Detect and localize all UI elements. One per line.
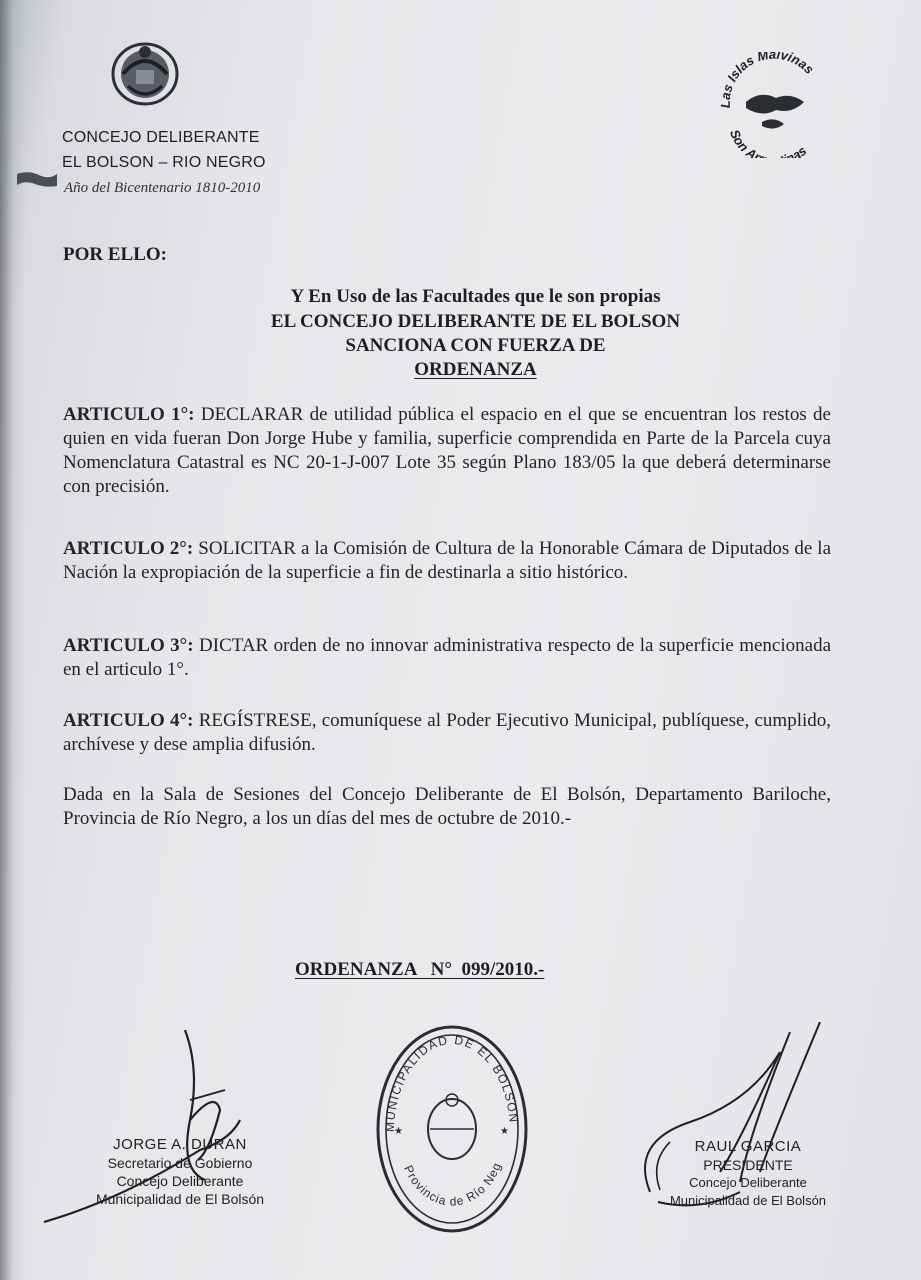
right-signer-municipality: Municipalidad de El Bolsón <box>669 1193 827 1208</box>
seal-bottom-text: Provincia de Río Neg <box>401 1160 505 1209</box>
municipal-seal <box>372 1022 532 1236</box>
preamble-line-3: SANCIONA CON FUERZA DE <box>345 335 606 356</box>
closing-paragraph: Dada en la Sala de Sesiones del Concejo Deliberante de El Bolsón, Departamento Bariloche, Provincia de Río Negro, a los un días del mes de octubre de 2010.- <box>63 784 831 829</box>
institution-name: CONCEJO DELIBERANTE <box>62 129 260 146</box>
right-signer-org: Concejo Deliberante <box>689 1175 807 1190</box>
article-1-text: DECLARAR de utilidad pública el espacio en el que se encuentran los restos de quien en vida fueran Don Jorge Hube y familia, superficie comprendida en Parte de la Parcela cuya Nomenclatura Catastral es NC 20-1-J-007 Lote 35 según Plano 183/05 la que deberá determinarse con precisión. <box>63 404 831 497</box>
article-2 <box>63 537 831 585</box>
article-2-text: SOLICITAR a la Comisión de Cultura de la Honorable Cámara de Diputados de la Nación la expropiación de la superficie a fin de destinarla a sitio histórico. <box>63 538 831 583</box>
article-4 <box>63 709 831 757</box>
left-signature-block <box>70 1136 290 1208</box>
left-signer-municipality: Municipalidad de El Bolsón <box>95 1191 265 1207</box>
svg-text:★: ★ <box>394 1126 403 1137</box>
por-ello-heading: POR ELLO: <box>63 244 167 265</box>
bicentennial-motto: Año del Bicentenario 1810-2010 <box>64 180 261 196</box>
article-1 <box>63 403 831 499</box>
left-signer-name: JORGE A. DURAN <box>113 1136 247 1153</box>
institution-location: EL BOLSON – RIO NEGRO <box>62 154 266 171</box>
coat-of-arms-icon <box>108 38 182 108</box>
malvinas-logo-bottom-text: Son Ar nas <box>726 127 810 158</box>
article-3-text: DICTAR orden de no innovar administrativa respecto de la superficie mencionada en el articulo 1°. <box>63 635 831 680</box>
article-1-label: ARTICULO 1°: <box>63 404 195 425</box>
malvinas-logo <box>718 52 830 158</box>
right-signer-title: PRESIDENTE <box>703 1157 793 1173</box>
seal-top-text: MUNICIPALIDAD DE EL BOLSON <box>382 1032 521 1133</box>
svg-text:★: ★ <box>500 1126 509 1137</box>
ordenanza-heading <box>0 359 921 381</box>
article-3 <box>63 634 831 682</box>
flag-icon <box>15 170 59 188</box>
preamble-line-2: EL CONCEJO DELIBERANTE DE EL BOLSON <box>270 311 681 332</box>
preamble-line-1: Y En Uso de las Facultades que le son propias <box>290 286 661 307</box>
svg-text:Son Argentinas <box>727 127 809 158</box>
page-shadow-edge <box>0 0 26 1280</box>
ordinance-number-text: ORDENANZA N° 099/2010.- <box>295 959 545 980</box>
article-3-label: ARTICULO 3°: <box>63 635 194 656</box>
right-signature-block <box>648 1138 848 1210</box>
left-signer-org: Concejo Deliberante <box>116 1173 244 1189</box>
article-4-label: ARTICULO 4°: <box>63 710 194 731</box>
left-signer-title: Secretario de Gobierno <box>107 1155 253 1171</box>
article-4-text: REGÍSTRESE, comuníquese al Poder Ejecutivo Municipal, publíquese, cumplido, archívese y dese amplia difusión. <box>63 710 832 755</box>
ordinance-number <box>295 959 544 981</box>
article-2-label: ARTICULO 2°: <box>63 538 194 559</box>
malvinas-logo-top-text: Las Islas Malvinas <box>718 52 818 109</box>
right-signer-name: RAUL GARCIA <box>694 1138 802 1155</box>
svg-text:MUNICIPALIDAD DE EL BOLSON <box>383 1033 521 1132</box>
ordenanza-heading-text: ORDENANZA <box>414 359 537 380</box>
